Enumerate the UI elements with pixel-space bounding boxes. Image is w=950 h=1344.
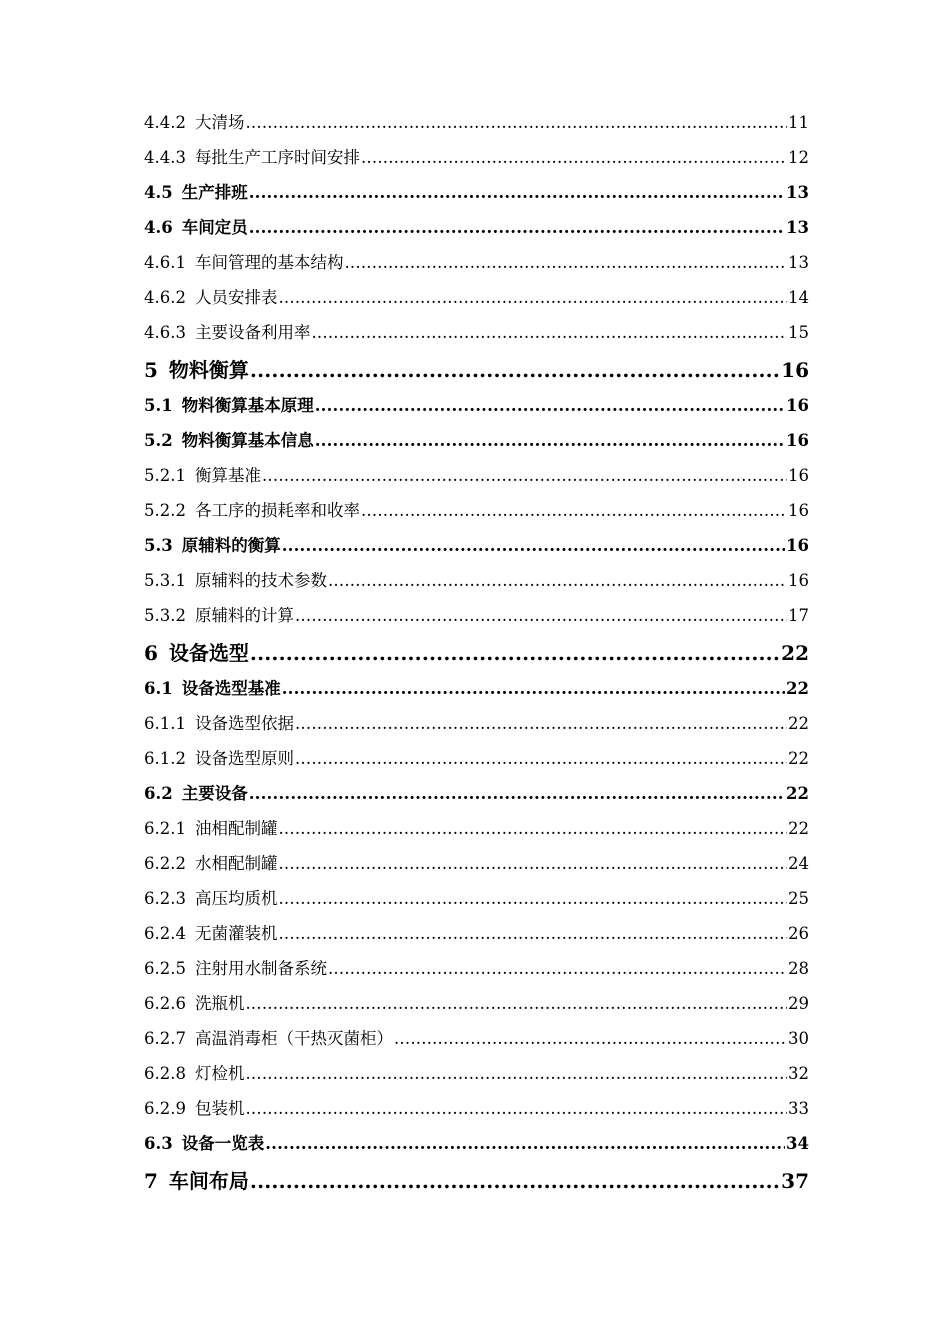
toc-entry[interactable] <box>144 532 809 567</box>
toc-entry-number: 5.1 <box>144 396 173 415</box>
toc-leader-dots <box>249 183 785 202</box>
toc-entry-page: 22 <box>788 714 809 733</box>
toc-entry-number: 5.3.1 <box>144 571 186 590</box>
toc-entry-number: 6.3 <box>144 1134 173 1153</box>
toc-leader-dots <box>361 501 787 520</box>
toc-entry-page: 30 <box>788 1029 809 1048</box>
toc-entry-title: 车间布局 <box>168 1169 249 1193</box>
toc-entry[interactable] <box>144 249 809 284</box>
toc-entry-number: 5.2 <box>144 431 173 450</box>
toc-entry-title: 注射用水制备系统 <box>194 959 327 978</box>
toc-entry-page: 22 <box>788 749 809 768</box>
toc-leader-dots <box>344 253 787 272</box>
toc-entry-title: 原辅料的衡算 <box>181 536 281 555</box>
toc-entry-page: 24 <box>788 854 809 873</box>
toc-entry[interactable] <box>144 109 809 144</box>
toc-entry-title: 车间管理的基本结构 <box>194 253 344 272</box>
toc-leader-dots <box>315 396 785 415</box>
toc-leader-dots <box>245 113 787 132</box>
toc-entry-title: 原辅料的计算 <box>194 606 294 625</box>
toc-leader-dots <box>278 288 787 307</box>
toc-entry[interactable] <box>144 284 809 319</box>
toc-entry[interactable] <box>144 745 809 780</box>
toc-entry[interactable] <box>144 1130 809 1165</box>
toc-entry[interactable] <box>144 392 809 427</box>
toc-entry-page: 29 <box>788 994 809 1013</box>
toc-entry-number: 4.5 <box>144 183 173 202</box>
toc-entry-title: 设备一览表 <box>181 1134 265 1153</box>
toc-leader-dots <box>295 714 787 733</box>
toc-leader-dots <box>315 431 785 450</box>
toc-entry-title: 设备选型基准 <box>181 679 281 698</box>
toc-leader-dots <box>245 1099 787 1118</box>
toc-entry-number: 5.2.1 <box>144 466 186 485</box>
toc-entry[interactable] <box>144 462 809 497</box>
toc-entry-page: 16 <box>786 536 809 555</box>
toc-entry-page: 33 <box>788 1099 809 1118</box>
toc-leader-dots <box>295 749 787 768</box>
toc-entry-page: 22 <box>781 641 809 665</box>
toc-entry-title: 各工序的损耗率和收率 <box>194 501 360 520</box>
toc-entry[interactable] <box>144 144 809 179</box>
toc-entry-number: 5.3 <box>144 536 173 555</box>
toc-entry-title: 原辅料的技术参数 <box>194 571 327 590</box>
toc-entry-title: 物料衡算基本信息 <box>181 431 314 450</box>
toc-entry-page: 26 <box>788 924 809 943</box>
toc-entry-title: 物料衡算 <box>168 358 249 382</box>
toc-entry-page: 16 <box>788 501 809 520</box>
table-of-contents <box>144 109 809 1203</box>
toc-entry-number: 4.4.2 <box>144 113 186 132</box>
toc-entry[interactable] <box>144 1165 809 1203</box>
toc-leader-dots <box>328 959 787 978</box>
toc-leader-dots <box>278 854 787 873</box>
toc-entry[interactable] <box>144 637 809 675</box>
toc-leader-dots <box>250 1169 780 1193</box>
toc-entry[interactable] <box>144 675 809 710</box>
toc-entry[interactable] <box>144 710 809 745</box>
toc-entry-number: 6.2 <box>144 784 173 803</box>
toc-entry-page: 14 <box>788 288 809 307</box>
toc-entry-page: 13 <box>786 183 809 202</box>
toc-entry-page: 34 <box>786 1134 809 1153</box>
toc-entry-title: 物料衡算基本原理 <box>181 396 314 415</box>
toc-entry-number: 5.2.2 <box>144 501 186 520</box>
toc-leader-dots <box>328 571 787 590</box>
toc-entry-number: 6.2.7 <box>144 1029 186 1048</box>
toc-entry-number: 6.1 <box>144 679 173 698</box>
toc-entry-number: 6.1.1 <box>144 714 186 733</box>
toc-entry[interactable] <box>144 354 809 392</box>
toc-entry-number: 5 <box>144 358 158 382</box>
toc-entry-page: 25 <box>788 889 809 908</box>
toc-entry-page: 17 <box>788 606 809 625</box>
toc-entry-title: 生产排班 <box>181 183 248 202</box>
toc-entry-page: 22 <box>786 784 809 803</box>
toc-entry[interactable] <box>144 885 809 920</box>
toc-entry-page: 16 <box>788 466 809 485</box>
toc-entry-number: 7 <box>144 1169 158 1193</box>
toc-entry-title: 无菌灌装机 <box>194 924 278 943</box>
toc-entry-title: 油相配制罐 <box>194 819 278 838</box>
toc-entry-page: 16 <box>781 358 809 382</box>
toc-leader-dots <box>265 1134 785 1153</box>
toc-entry-number: 4.4.3 <box>144 148 186 167</box>
toc-entry-title: 设备选型原则 <box>194 749 294 768</box>
toc-entry-number: 6.2.8 <box>144 1064 186 1083</box>
toc-entry-title: 灯检机 <box>194 1064 245 1083</box>
toc-entry-page: 16 <box>786 431 809 450</box>
toc-leader-dots <box>245 1064 787 1083</box>
toc-entry-page: 28 <box>788 959 809 978</box>
toc-entry[interactable] <box>144 920 809 955</box>
toc-leader-dots <box>394 1029 787 1048</box>
toc-leader-dots <box>295 606 787 625</box>
toc-entry-number: 6.2.6 <box>144 994 186 1013</box>
toc-entry[interactable] <box>144 1025 809 1060</box>
toc-leader-dots <box>245 994 787 1013</box>
toc-leader-dots <box>278 819 787 838</box>
toc-entry-title: 人员安排表 <box>194 288 278 307</box>
toc-entry[interactable] <box>144 179 809 214</box>
toc-entry-page: 22 <box>788 819 809 838</box>
toc-entry[interactable] <box>144 780 809 815</box>
toc-entry-title: 包装机 <box>194 1099 245 1118</box>
toc-entry-title: 设备选型 <box>168 641 249 665</box>
toc-entry-title: 洗瓶机 <box>194 994 245 1013</box>
toc-entry-number: 4.6.1 <box>144 253 186 272</box>
toc-entry-number: 4.6.2 <box>144 288 186 307</box>
toc-entry-page: 16 <box>786 396 809 415</box>
toc-entry-number: 4.6 <box>144 218 173 237</box>
toc-entry[interactable] <box>144 955 809 990</box>
toc-leader-dots <box>250 641 780 665</box>
toc-entry-page: 37 <box>781 1169 809 1193</box>
toc-leader-dots <box>249 784 785 803</box>
toc-entry-page: 16 <box>788 571 809 590</box>
toc-entry-title: 衡算基准 <box>194 466 261 485</box>
toc-entry-number: 6.2.5 <box>144 959 186 978</box>
toc-entry[interactable] <box>144 567 809 602</box>
toc-leader-dots <box>282 679 785 698</box>
toc-entry-page: 12 <box>788 148 809 167</box>
toc-entry-page: 11 <box>788 113 809 132</box>
toc-entry-title: 设备选型依据 <box>194 714 294 733</box>
toc-leader-dots <box>278 889 787 908</box>
toc-entry-number: 4.6.3 <box>144 323 186 342</box>
toc-entry-title: 高压均质机 <box>194 889 278 908</box>
toc-entry[interactable] <box>144 427 809 462</box>
toc-entry-number: 6.2.3 <box>144 889 186 908</box>
toc-entry-page: 13 <box>788 253 809 272</box>
toc-entry[interactable] <box>144 815 809 850</box>
toc-entry[interactable] <box>144 319 809 354</box>
toc-leader-dots <box>311 323 787 342</box>
toc-entry[interactable] <box>144 850 809 885</box>
toc-entry-page: 13 <box>786 218 809 237</box>
toc-entry[interactable] <box>144 990 809 1025</box>
toc-leader-dots <box>262 466 787 485</box>
toc-entry[interactable] <box>144 497 809 532</box>
toc-entry-page: 15 <box>788 323 809 342</box>
toc-leader-dots <box>249 218 785 237</box>
toc-entry-title: 车间定员 <box>181 218 248 237</box>
toc-entry-number: 6.2.2 <box>144 854 186 873</box>
toc-entry[interactable] <box>144 1095 809 1130</box>
toc-entry-title: 水相配制罐 <box>194 854 278 873</box>
toc-entry[interactable] <box>144 602 809 637</box>
toc-leader-dots <box>361 148 787 167</box>
toc-entry-number: 5.3.2 <box>144 606 186 625</box>
toc-leader-dots <box>278 924 787 943</box>
toc-entry-number: 6 <box>144 641 158 665</box>
toc-leader-dots <box>250 358 780 382</box>
toc-entry-title: 大清场 <box>194 113 245 132</box>
toc-entry-number: 6.2.9 <box>144 1099 186 1118</box>
toc-entry[interactable] <box>144 1060 809 1095</box>
toc-entry-title: 每批生产工序时间安排 <box>194 148 360 167</box>
toc-entry-page: 22 <box>786 679 809 698</box>
toc-entry-title: 主要设备利用率 <box>194 323 311 342</box>
toc-entry-page: 32 <box>788 1064 809 1083</box>
toc-entry-title: 高温消毒柜（干热灭菌柜） <box>194 1029 393 1048</box>
toc-leader-dots <box>282 536 785 555</box>
toc-entry-number: 6.1.2 <box>144 749 186 768</box>
toc-entry-number: 6.2.1 <box>144 819 186 838</box>
toc-entry-title: 主要设备 <box>181 784 248 803</box>
toc-entry[interactable] <box>144 214 809 249</box>
toc-entry-number: 6.2.4 <box>144 924 186 943</box>
